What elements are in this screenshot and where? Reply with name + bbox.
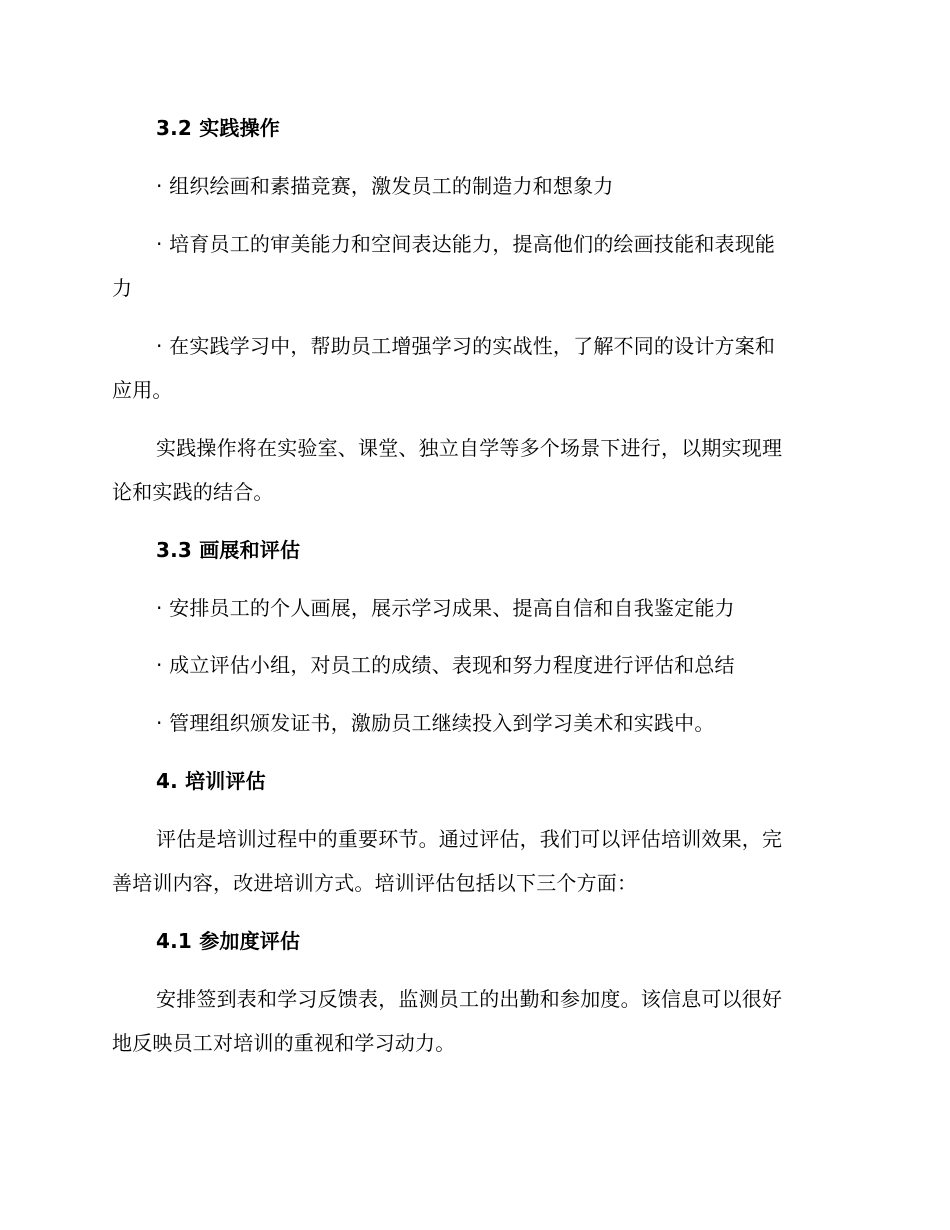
- paragraph-line: 地反映员工对培训的重视和学习动力。: [112, 1031, 456, 1055]
- bullet-item: · 成立评估小组，对员工的成绩、表现和努力程度进行评估和总结: [156, 653, 735, 677]
- bullet-item: · 安排员工的个人画展，展示学习成果、提高自信和自我鉴定能力: [156, 596, 735, 620]
- section-heading-4-1: 4.1 参加度评估: [156, 929, 301, 953]
- section-heading-3-3: 3.3 画展和评估: [156, 538, 301, 562]
- bullet-item: · 管理组织颁发证书，激励员工继续投入到学习美术和实践中。: [156, 711, 715, 735]
- paragraph-line: 论和实践的结合。: [112, 480, 274, 504]
- bullet-item-continuation: 应用。: [112, 378, 173, 402]
- paragraph-line: 安排签到表和学习反馈表，监测员工的出勤和参加度。该信息可以很好: [156, 987, 783, 1011]
- paragraph-line: 评估是培训过程中的重要环节。通过评估，我们可以评估培训效果，完: [156, 827, 783, 851]
- section-heading-3-2: 3.2 实践操作: [156, 116, 280, 140]
- bullet-item-continuation: 力: [112, 276, 133, 300]
- paragraph-line: 实践操作将在实验室、课堂、独立自学等多个场景下进行，以期实现理: [156, 436, 783, 460]
- bullet-item: · 组织绘画和素描竞赛，激发员工的制造力和想象力: [156, 174, 614, 198]
- bullet-item: · 在实践学习中，帮助员工增强学习的实战性，了解不同的设计方案和: [156, 334, 776, 358]
- paragraph-line: 善培训内容，改进培训方式。培训评估包括以下三个方面：: [112, 871, 638, 895]
- bullet-item: · 培育员工的审美能力和空间表达能力，提高他们的绘画技能和表现能: [156, 232, 776, 256]
- section-heading-4: 4. 培训评估: [156, 769, 266, 793]
